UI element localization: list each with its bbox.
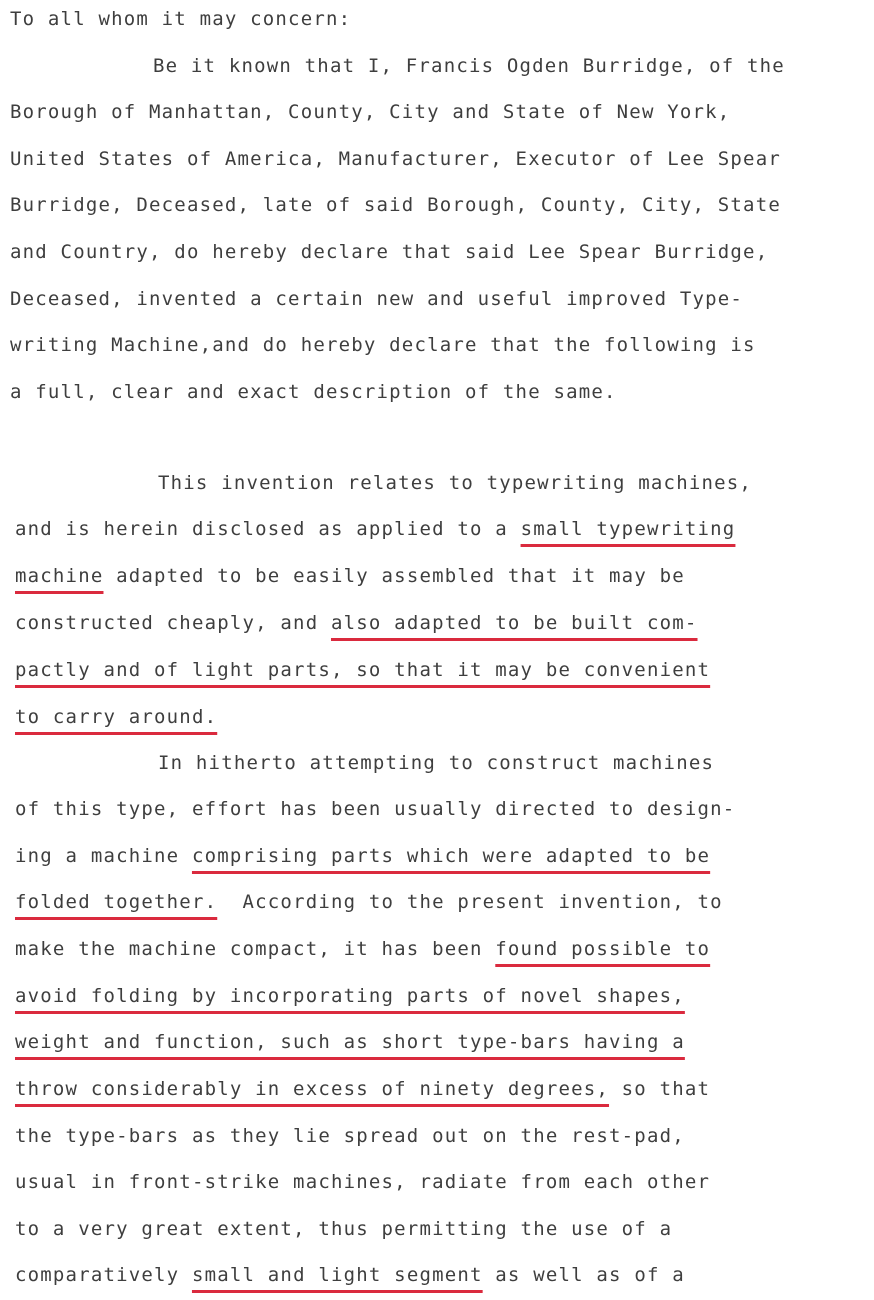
plain-text: ing a machine bbox=[15, 845, 192, 867]
plain-text: adapted to be easily assembled that it may be bbox=[103, 565, 685, 587]
underlined-text: machine bbox=[15, 565, 104, 587]
text-line: Deceased, invented a certain new and useful improved Type- bbox=[10, 288, 744, 310]
text-line: the type-bars as they lie spread out on the rest-pad, bbox=[15, 1125, 685, 1147]
plain-text: so that bbox=[609, 1078, 711, 1100]
underlined-text: also adapted to be built com- bbox=[330, 612, 698, 634]
plain-text: constructed cheaply, and bbox=[15, 612, 331, 634]
text-line: This invention relates to typewriting machines, bbox=[158, 472, 753, 494]
text-line: and Country, do hereby declare that said Lee Spear Burridge, bbox=[10, 241, 769, 263]
text-line: writing Machine,and do hereby declare that the following is bbox=[10, 334, 756, 356]
text-line bbox=[15, 612, 698, 634]
underlined-text: throw considerably in excess of ninety degrees, bbox=[15, 1078, 610, 1100]
text-line bbox=[15, 1078, 710, 1100]
text-line: United States of America, Manufacturer, Executor of Lee Spear bbox=[10, 148, 781, 170]
plain-text: and is herein disclosed as applied to a bbox=[15, 518, 521, 540]
underlined-line: pactly and of light parts, so that it may be convenient bbox=[15, 659, 711, 681]
text-line: a full, clear and exact description of the same. bbox=[10, 381, 617, 403]
underlined-text: small and light segment bbox=[191, 1264, 483, 1286]
plain-text: make the machine compact, it has been bbox=[15, 938, 496, 960]
underlined-line: to carry around. bbox=[15, 706, 218, 728]
text-line bbox=[15, 938, 710, 960]
salutation-line: To all whom it may concern: bbox=[10, 8, 352, 30]
text-line: of this type, effort has been usually directed to design- bbox=[15, 798, 736, 820]
text-line: Borough of Manhattan, County, City and State of New York, bbox=[10, 101, 731, 123]
text-line: Be it known that I, Francis Ogden Burridge, of the bbox=[153, 55, 785, 77]
text-line bbox=[15, 1264, 685, 1286]
underlined-line: avoid folding by incorporating parts of novel shapes, bbox=[15, 985, 685, 1007]
plain-text: According to the present invention, to bbox=[217, 891, 723, 913]
text-line: usual in front-strike machines, radiate from each other bbox=[15, 1171, 711, 1193]
text-line bbox=[15, 518, 735, 540]
text-line: In hitherto attempting to construct machines bbox=[158, 752, 715, 774]
text-line: to a very great extent, thus permitting the use of a bbox=[15, 1218, 673, 1240]
underlined-text: small typewriting bbox=[520, 518, 736, 540]
text-line bbox=[15, 891, 723, 913]
text-line: Burridge, Deceased, late of said Borough, County, City, State bbox=[10, 194, 781, 216]
underlined-line: weight and function, such as short type-bars having a bbox=[15, 1031, 685, 1053]
underlined-text: found possible to bbox=[495, 938, 711, 960]
plain-text: as well as of a bbox=[482, 1264, 685, 1286]
underlined-text: folded together. bbox=[15, 891, 218, 913]
underlined-text: comprising parts which were adapted to be bbox=[191, 845, 711, 867]
text-line bbox=[15, 565, 685, 587]
text-line bbox=[15, 845, 710, 867]
plain-text: comparatively bbox=[15, 1264, 192, 1286]
